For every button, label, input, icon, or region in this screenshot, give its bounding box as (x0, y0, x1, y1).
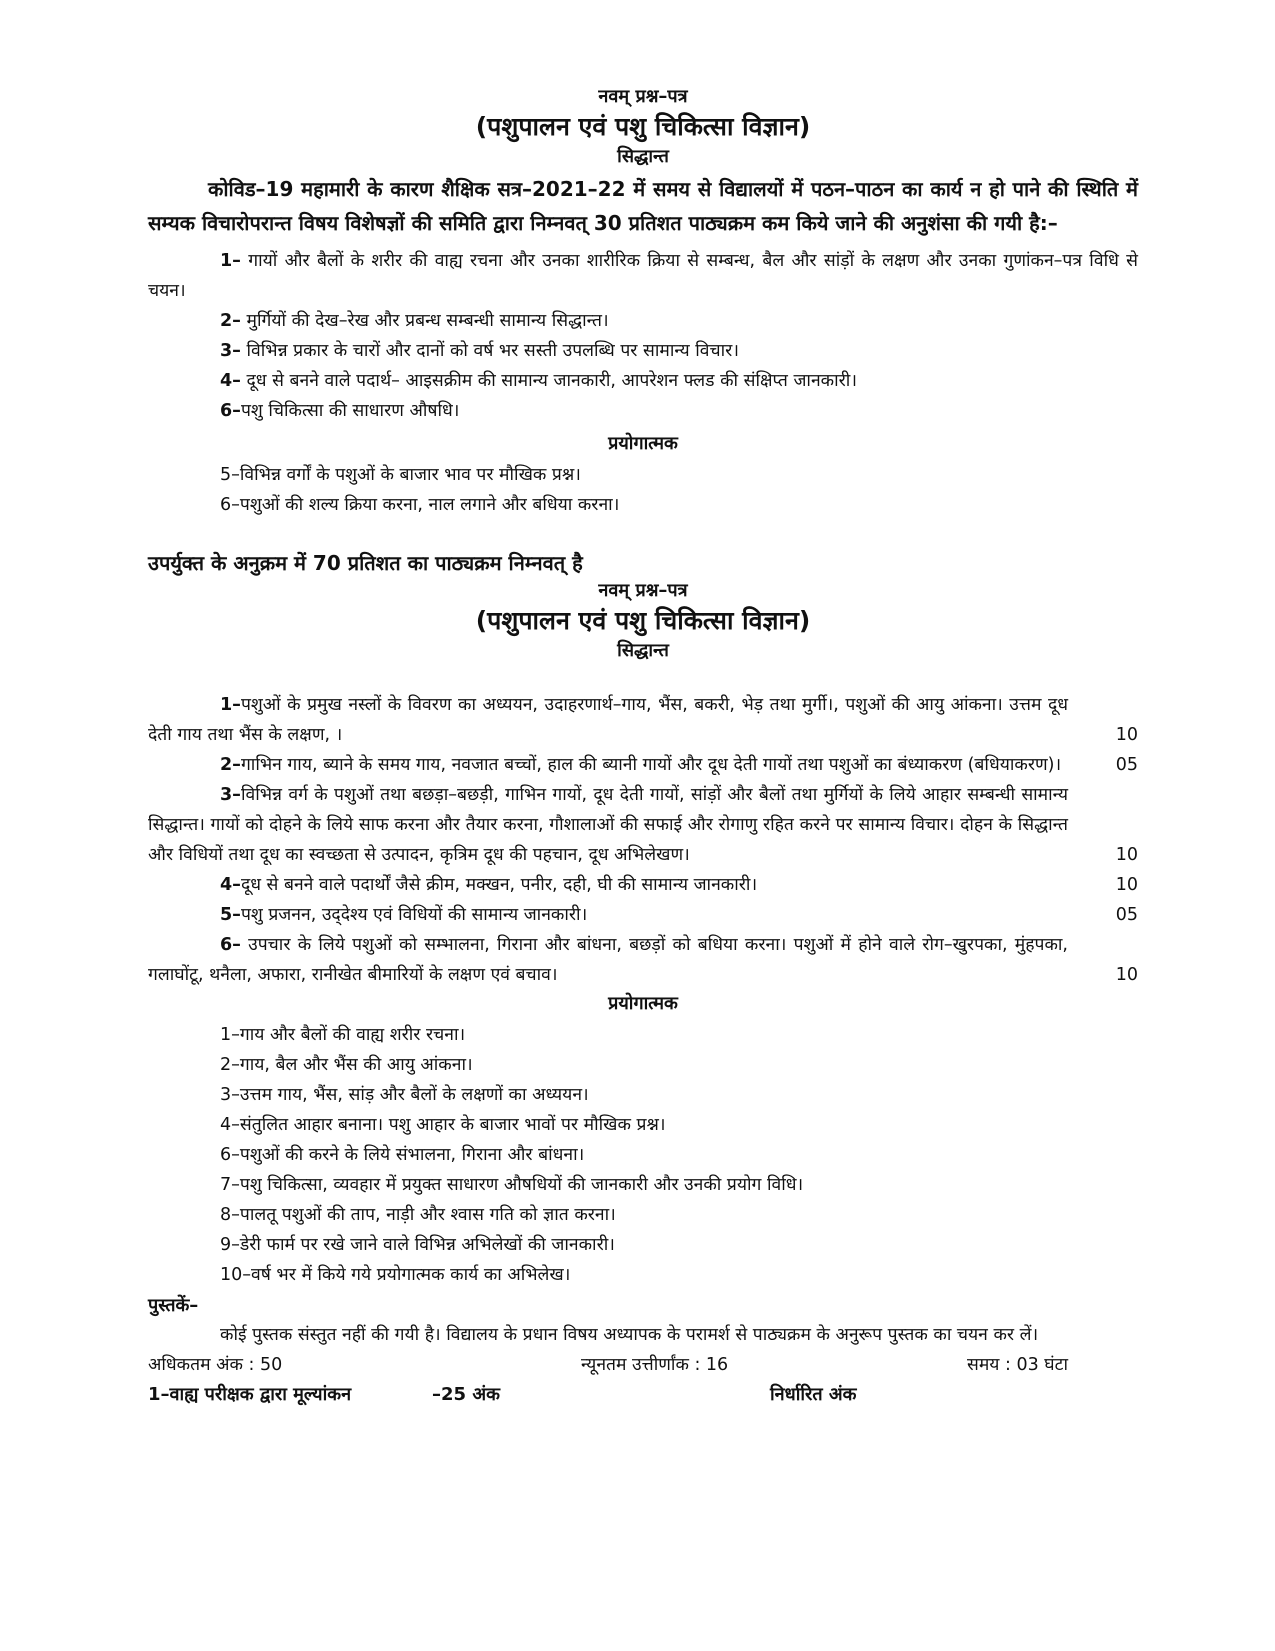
external-evaluation-marks: –25 अंक (432, 1384, 500, 1405)
theory-units (148, 690, 1138, 990)
evaluation-row (148, 1380, 1138, 1410)
list-item: 8–पालतू पशुओं की ताप, नाड़ी और श्वास गति को ज्ञात करना। (220, 1205, 616, 1225)
unit-row: 4–दूध से बनने वाले पदार्थों जैसे क्रीम, मक्खन, पनीर, दही, घी की सामान्य जानकारी। 10 (148, 870, 1138, 900)
list-item: 2–गाय, बैल और भैंस की आयु आंकना। (220, 1055, 473, 1075)
unit-marks: 05 (1115, 905, 1138, 925)
reduced-theory-list (148, 246, 1138, 426)
max-marks: अधिकतम अंक : 50 (148, 1355, 283, 1375)
books-heading: पुस्तकें– (148, 1295, 199, 1316)
list-item: 1– गायों और बैलों के शरीर की वाह्य रचना और उनका शारीरिक क्रिया से सम्बन्ध, बैल और सांड़ों के लक्षण और उनका गुणांकन–पत्र विधि से चयन। (148, 251, 1138, 301)
document-page (148, 84, 1138, 1410)
section-title: सिद्धान्त (617, 146, 669, 167)
min-pass-marks: न्यूनतम उत्तीर्णांक : 16 (581, 1355, 729, 1375)
unit-row: 5–पशु प्रजनन, उद्‌देश्य एवं विधियों की सामान्य जानकारी। 05 (148, 900, 1138, 930)
list-item: 4–संतुलित आहार बनाना। पशु आहार के बाजार भावों पर मौखिक प्रश्न। (220, 1115, 666, 1135)
unit-row: 1–पशुओं के प्रमुख नस्लों के विवरण का अध्ययन, उदाहरणार्थ–गाय, भैंस, बकरी, भेड़ तथा मुर्गी।, पशुओं की आयु आंकना। उत्तम दूध देती गाय तथा भैंस के लक्षण, । 10 (148, 690, 1138, 750)
subject-title: (पशुपालन एवं पशु चिकित्सा विज्ञान) (475, 112, 811, 141)
exam-info-row (148, 1350, 1138, 1380)
allotted-marks-heading: निर्धारित अंक (770, 1384, 857, 1405)
books-paragraph: कोई पुस्तक संस्तुत नहीं की गयी है। विद्यालय के प्रधान विषय अध्यापक के परामर्श से पाठ्यक्रम के अनुरूप पुस्तक का चयन कर लें। (220, 1325, 1039, 1345)
list-item: 3– विभिन्न प्रकार के चारों और दानों को वर्ष भर सस्ती उपलब्धि पर सामान्य विचार। (220, 341, 739, 361)
list-item: 10–वर्ष भर में किये गये प्रयोगात्मक कार्य का अभिलेख। (220, 1265, 571, 1285)
unit-marks: 10 (1115, 875, 1138, 895)
unit-row: 3–विभिन्न वर्ग के पशुओं तथा बछड़ा–बछड़ी, गाभिन गायों, दूध देती गायों, सांड़ों और बैलों तथा मुर्गियों के लिये आहार सम्बन्धी सामान्य सिद्धान्त। गायों को दोहने के लिये साफ करना और तैयार करना, गौशालाओं की सफाई और रोगाणु रहित करने पर सामान्य विचार। दोहन के सिद्धान्त और विधियों तथा दूध का स्वच्छता से उत्पादन, कृत्रिम दूध की पहचान, दूध अभिलेखण। 10 (148, 780, 1138, 870)
unit-marks: 05 (1115, 755, 1138, 775)
list-item: 7–पशु चिकित्सा, व्यवहार में प्रयुक्त साधारण औषधियों की जानकारी और उनकी प्रयोग विधि। (220, 1175, 804, 1195)
syllabus-note: उपर्युक्त के अनुक्रम में 70 प्रतिशत का पाठ्यक्रम निम्नवत् है (148, 551, 583, 575)
external-evaluation: 1–वाह्य परीक्षक द्वारा मूल्यांकन (148, 1384, 352, 1405)
unit-marks: 10 (1115, 845, 1138, 865)
paper-title: नवम् प्रश्न–पत्र (598, 86, 688, 107)
list-item: 6–पशुओं की करने के लिये संभालना, गिराना और बांधना। (220, 1145, 585, 1165)
list-item: 3–उत्तम गाय, भैंस, सांड़ और बैलों के लक्षणों का अध्ययन। (220, 1085, 589, 1105)
practical-list (148, 1020, 1138, 1290)
list-item: 9–डेरी फार्म पर रखे जाने वाले विभिन्न अभिलेखों की जानकारी। (220, 1235, 615, 1255)
reduced-practical-list (148, 460, 1138, 520)
list-item: 6–पशुओं की शल्य क्रिया करना, नाल लगाने और बधिया करना। (220, 495, 620, 515)
list-item: 1–गाय और बैलों की वाह्य शरीर रचना। (220, 1025, 466, 1045)
unit-row: 6– उपचार के लिये पशुओं को सम्भालना, गिराना और बांधना, बछड़ों को बधिया करना। पशुओं में होने वाले रोग–खुरपका, मुंहपका, गलाघोंटू, थनैला, अफारा, रानीखेत बीमारियों के लक्षण एवं बचाव। 10 (148, 930, 1138, 990)
unit-marks: 10 (1115, 725, 1138, 745)
section-title: सिद्धान्त (617, 640, 669, 661)
list-item: 6–पशु चिकित्सा की साधारण औषधि। (220, 401, 460, 421)
unit-row: 2–गाभिन गाय, ब्याने के समय गाय, नवजात बच्चों, हाल की ब्यानी गायों और दूध देती गायों तथा पशुओं का बंध्याकरण (बधियाकरण)। 05 (148, 750, 1138, 780)
practical-heading: प्रयोगात्मक (608, 993, 678, 1014)
subject-title: (पशुपालन एवं पशु चिकित्सा विज्ञान) (475, 606, 811, 635)
list-item: 2– मुर्गियों की देख–रेख और प्रबन्ध सम्बन्धी सामान्य सिद्धान्त। (220, 311, 609, 331)
list-item: 4– दूध से बनने वाले पदार्थ– आइसक्रीम की सामान्य जानकारी, आपरेशन फ्लड की संक्षिप्त जानकारी। (220, 371, 857, 391)
practical-heading: प्रयोगात्मक (608, 433, 678, 454)
list-item: 5–विभिन्न वर्गों के पशुओं के बाजार भाव पर मौखिक प्रश्न। (220, 465, 581, 485)
intro-paragraph: कोविड–19 महामारी के कारण शैक्षिक सत्र–2021–22 में समय से विद्यालयों में पठन–पाठन का कार्य न हो पाने की स्थिति में सम्यक विचारोपरान्त विषय विशेषज्ञों की समिति द्वारा निम्नवत् 30 प्रतिशत पाठ्यक्रम कम किये जाने की अनुशंसा की गयी है:– (148, 177, 1138, 235)
unit-marks: 10 (1115, 965, 1138, 985)
paper-title: नवम् प्रश्न–पत्र (598, 580, 688, 601)
exam-time: समय : 03 घंटा (966, 1355, 1068, 1375)
